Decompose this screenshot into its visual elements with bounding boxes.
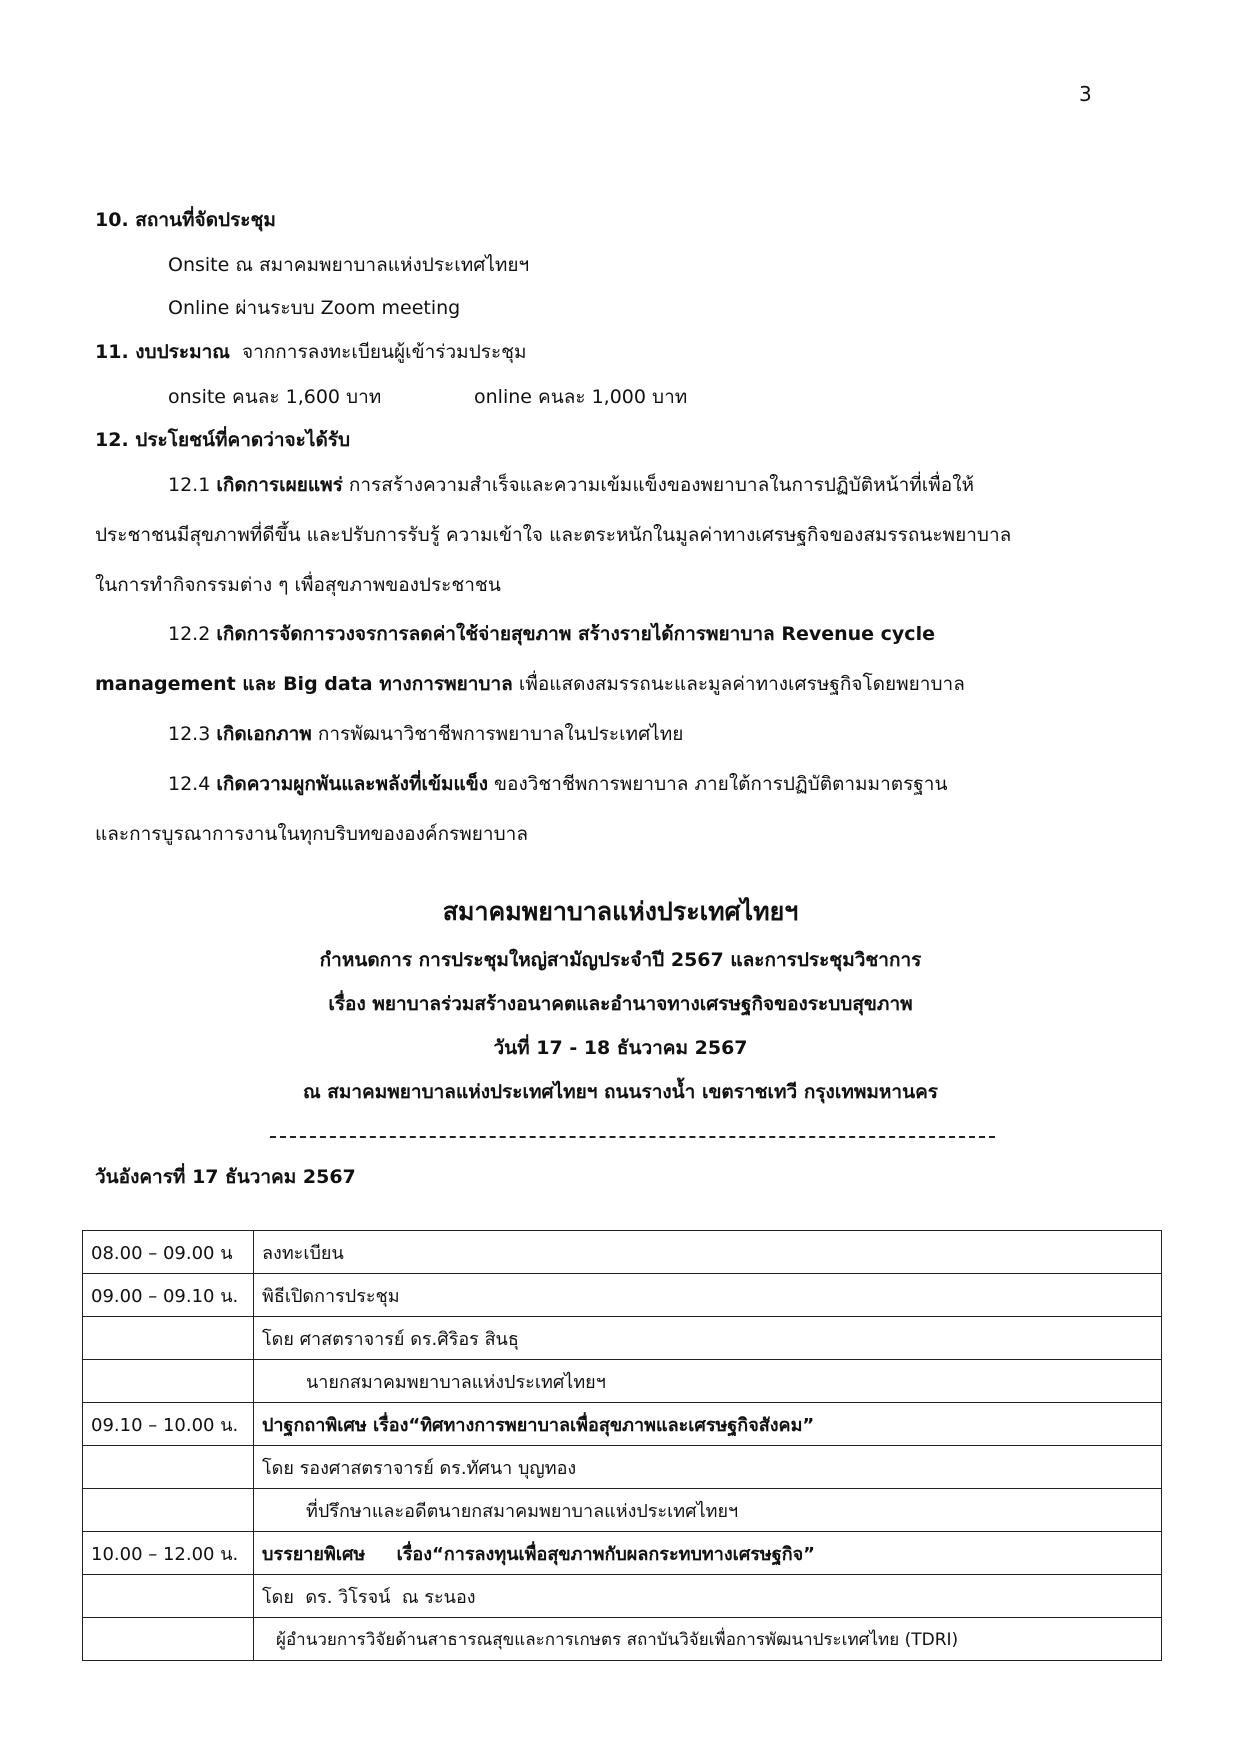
activity-cell: โดย รองศาสตราจารย์ ดร.ทัศนา บุญทอง bbox=[254, 1446, 1162, 1489]
agenda-venue: ณ สมาคมพยาบาลแห่งประเทศไทยฯ ถนนรางน้ำ เขตราชเทวี กรุงเทพมหานคร bbox=[302, 1081, 938, 1103]
table-row bbox=[83, 1618, 1162, 1661]
table-row bbox=[83, 1575, 1162, 1618]
activity-cell: พิธีเปิดการประชุม bbox=[254, 1274, 1162, 1317]
table-row bbox=[83, 1403, 1162, 1446]
agenda-date: วันที่ 17 - 18 ธันวาคม 2567 bbox=[493, 1037, 748, 1059]
benefit-2-number: 12.2 bbox=[168, 623, 211, 645]
table-row bbox=[83, 1489, 1162, 1532]
benefit-2-title-cont: management และ Big data ทางการพยาบาล bbox=[95, 673, 513, 695]
benefit-4-number: 12.4 bbox=[168, 773, 211, 795]
benefit-1-line-2: ประชาชนมีสุขภาพที่ดีขึ้น และปรับการรับรู้ ความเข้าใจ และตระหนักในมูลค่าทางเศรษฐกิจของสมรรถนะพยาบาล bbox=[95, 524, 1012, 546]
dashed-divider bbox=[270, 1136, 995, 1138]
time-cell: 09.10 – 10.00 น. bbox=[83, 1403, 254, 1446]
table-row bbox=[83, 1532, 1162, 1575]
activity-cell: โดย ศาสตราจารย์ ดร.ศิริอร สินธุ bbox=[254, 1317, 1162, 1360]
activity-cell: ปาฐกถาพิเศษ เรื่อง“ทิศทางการพยาบาลเพื่อสุขภาพและเศรษฐกิจสังคม” bbox=[254, 1403, 1162, 1446]
time-cell bbox=[83, 1618, 254, 1661]
page-number: 3 bbox=[1079, 82, 1092, 106]
section-11-heading bbox=[95, 337, 527, 367]
activity-cell: ผู้อำนวยการวิจัยด้านสาธารณสุขและการเกษตร สถาบันวิจัยเพื่อการพัฒนาประเทศไทย (TDRI) bbox=[254, 1618, 1162, 1661]
table-row bbox=[83, 1446, 1162, 1489]
venue-online: Online ผ่านระบบ Zoom meeting bbox=[168, 297, 461, 319]
benefit-3-number: 12.3 bbox=[168, 723, 211, 745]
table-row bbox=[83, 1360, 1162, 1403]
benefit-1-number: 12.1 bbox=[168, 474, 211, 496]
activity-cell: นายกสมาคมพยาบาลแห่งประเทศไทยฯ bbox=[254, 1360, 1162, 1403]
benefit-3 bbox=[168, 719, 683, 749]
time-cell: 09.00 – 09.10 น. bbox=[83, 1274, 254, 1317]
agenda-line-1: กำหนดการ การประชุมใหญ่สามัญประจำปี 2567 และการประชุมวิชาการ bbox=[319, 949, 922, 971]
activity-cell: โดย ดร. วิโรจน์ ณ ระนอง bbox=[254, 1575, 1162, 1618]
activity-cell: ที่ปรึกษาและอดีตนายกสมาคมพยาบาลแห่งประเทศไทยฯ bbox=[254, 1489, 1162, 1532]
time-cell bbox=[83, 1317, 254, 1360]
benefit-3-title: เกิดเอกภาพ bbox=[216, 723, 312, 745]
agenda-title: สมาคมพยาบาลแห่งประเทศไทยฯ bbox=[442, 897, 799, 926]
activity-cell: ลงทะเบียน bbox=[254, 1231, 1162, 1274]
time-cell bbox=[83, 1446, 254, 1489]
section-10-heading: 10. สถานที่จัดประชุม bbox=[95, 209, 276, 231]
benefit-1-line-3: ในการทำกิจกรรมต่าง ๆ เพื่อสุขภาพของประชาชน bbox=[95, 574, 501, 596]
section-11-text: จากการลงทะเบียนผู้เข้าร่วมประชุม bbox=[242, 341, 527, 363]
benefit-3-text: การพัฒนาวิชาชีพการพยาบาลในประเทศไทย bbox=[317, 723, 684, 745]
benefit-4-title: เกิดความผูกพันและพลังที่เข้มแข็ง bbox=[216, 773, 488, 795]
time-cell bbox=[83, 1575, 254, 1618]
section-11-title: 11. งบประมาณ bbox=[95, 341, 230, 363]
benefit-1-line-1 bbox=[168, 470, 974, 500]
benefit-1-text: การสร้างความสำเร็จและความเข้มแข็งของพยาบาลในการปฏิบัติหน้าที่เพื่อให้ bbox=[348, 474, 975, 496]
time-cell bbox=[83, 1360, 254, 1403]
table-row bbox=[83, 1274, 1162, 1317]
section-12-heading: 12. ประโยชน์ที่คาดว่าจะได้รับ bbox=[95, 429, 351, 451]
benefit-4-text: ของวิชาชีพการพยาบาล ภายใต้การปฏิบัติตามมาตรฐาน bbox=[494, 773, 948, 795]
benefit-1-title: เกิดการเผยแพร่ bbox=[216, 474, 343, 496]
schedule-table bbox=[82, 1230, 1162, 1661]
time-cell: 10.00 – 12.00 น. bbox=[83, 1532, 254, 1575]
benefit-4-line-2: และการบูรณาการงานในทุกบริบทขององค์กรพยาบาล bbox=[95, 823, 528, 845]
fee-online: online คนละ 1,000 บาท bbox=[474, 386, 688, 408]
day-heading: วันอังคารที่ 17 ธันวาคม 2567 bbox=[95, 1166, 356, 1188]
fee-onsite: onsite คนละ 1,600 บาท bbox=[168, 386, 382, 408]
table-row bbox=[83, 1317, 1162, 1360]
benefit-2-text: เพื่อแสดงสมรรถนะและมูลค่าทางเศรษฐกิจโดยพยาบาล bbox=[518, 673, 965, 695]
venue-onsite: Onsite ณ สมาคมพยาบาลแห่งประเทศไทยฯ bbox=[168, 254, 530, 276]
benefit-4-line-1 bbox=[168, 769, 947, 799]
benefit-2-title: เกิดการจัดการวงจรการลดค่าใช้จ่ายสุขภาพ สร้างรายได้การพยาบาล Revenue cycle bbox=[216, 623, 935, 645]
benefit-2-line-1 bbox=[168, 619, 935, 649]
benefit-2-line-2 bbox=[95, 669, 965, 699]
time-cell bbox=[83, 1489, 254, 1532]
activity-cell: บรรยายพิเศษ เรื่อง“การลงทุนเพื่อสุขภาพกับผลกระทบทางเศรษฐกิจ” bbox=[254, 1532, 1162, 1575]
table-row bbox=[83, 1231, 1162, 1274]
agenda-line-2: เรื่อง พยาบาลร่วมสร้างอนาคตและอำนาจทางเศรษฐกิจของระบบสุขภาพ bbox=[328, 993, 913, 1015]
time-cell: 08.00 – 09.00 น bbox=[83, 1231, 254, 1274]
